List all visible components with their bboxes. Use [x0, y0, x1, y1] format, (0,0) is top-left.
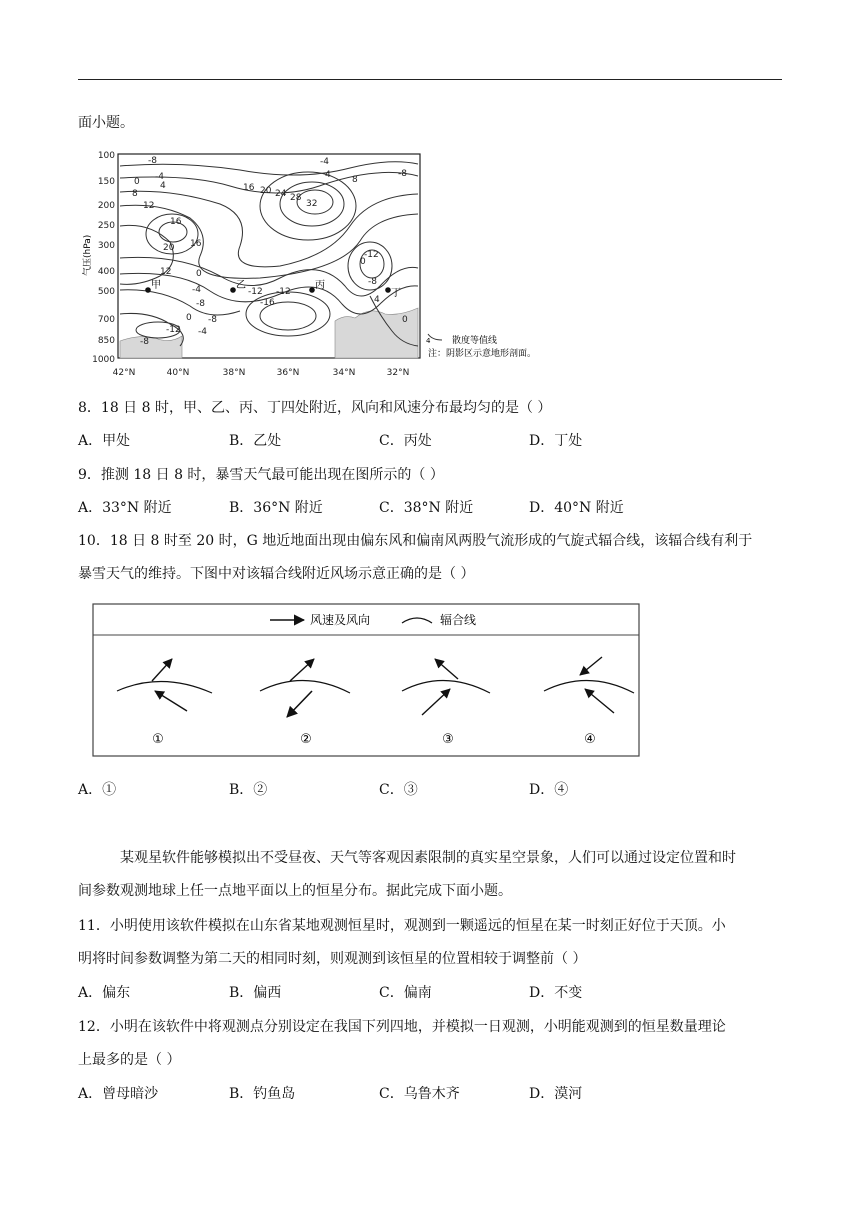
header-rule: [78, 79, 782, 80]
q8-option-b[interactable]: B．乙处: [229, 433, 282, 449]
point-yi: 乙: [236, 280, 246, 291]
q11-option-d[interactable]: D．不变: [529, 985, 583, 1001]
point-bing: 丙: [315, 280, 325, 291]
q10-stem-line1: 10．18 日 8 时至 20 时，G 地近地面出现由偏东风和偏南风两股气流形成的气旋式辐合线，该辐合线有利于: [78, 533, 753, 549]
q8-option-d[interactable]: D．丁处: [529, 433, 583, 449]
q12-stem-line2: 上最多的是（ ）: [78, 1052, 181, 1068]
svg-text:42°N: 42°N: [112, 368, 136, 378]
svg-text:-8: -8: [208, 315, 217, 325]
q11-option-b[interactable]: B．偏西: [229, 985, 282, 1001]
svg-text:400: 400: [97, 267, 115, 277]
point-jia: 甲: [151, 280, 161, 291]
svg-text:32: 32: [306, 199, 318, 209]
legend-arrow-label: 风速及风向: [310, 613, 371, 627]
svg-text:150: 150: [97, 177, 115, 187]
intro-tail: 面小题。: [78, 115, 134, 131]
q8-option-a[interactable]: A．甲处: [78, 433, 131, 449]
svg-text:32°N: 32°N: [386, 368, 410, 378]
svg-text:-4: -4: [320, 157, 329, 167]
svg-text:-4: -4: [192, 285, 201, 295]
q11-stem-line2: 明将时间参数调整为第二天的相同时刻，则观测到该恒星的位置相较于调整前（ ）: [78, 951, 587, 967]
svg-text:40°N: 40°N: [166, 368, 190, 378]
svg-text:36°N: 36°N: [276, 368, 300, 378]
figure2-legend: [270, 612, 476, 627]
svg-text:-8: -8: [196, 299, 205, 309]
svg-text:①: ①: [152, 732, 164, 747]
svg-text:100: 100: [97, 151, 115, 161]
svg-text:34°N: 34°N: [332, 368, 356, 378]
svg-text:20: 20: [260, 186, 272, 196]
svg-text:20: 20: [163, 243, 175, 253]
svg-text:④: ④: [584, 732, 596, 747]
svg-text:0: 0: [134, 177, 140, 187]
svg-text:0: 0: [186, 313, 192, 323]
figure1-legend: [426, 334, 536, 359]
svg-text:8: 8: [132, 189, 138, 199]
svg-text:-8: -8: [368, 277, 377, 287]
legend-curve-icon: [402, 618, 432, 623]
svg-text:500: 500: [97, 287, 115, 297]
wind-panel-3: [402, 659, 490, 747]
svg-text:8: 8: [352, 175, 358, 185]
q12-option-d[interactable]: D．漠河: [529, 1086, 583, 1102]
svg-text:0: 0: [360, 257, 366, 267]
q12-option-b[interactable]: B．钓鱼岛: [229, 1086, 296, 1102]
q10-option-d[interactable]: D．④: [529, 782, 569, 798]
divergence-cross-section-figure: [80, 146, 550, 380]
svg-text:28: 28: [290, 193, 302, 203]
svg-text:24: 24: [275, 189, 287, 199]
svg-text:散度等值线: 散度等值线: [452, 336, 498, 346]
svg-text:0: 0: [402, 315, 408, 325]
svg-text:-4: -4: [198, 327, 207, 337]
q8-stem: 8．18 日 8 时，甲、乙、丙、丁四处附近，风向和风速分布最均匀的是（ ）: [78, 400, 552, 416]
q9-option-c[interactable]: C．38°N 附近: [379, 500, 474, 516]
svg-text:-12: -12: [166, 325, 181, 335]
svg-text:-12: -12: [248, 287, 263, 297]
passage-line2: 间参数观测地球上任一点地平面以上的恒星分布。据此完成下面小题。: [78, 883, 512, 899]
q9-stem: 9．推测 18 日 8 时，暴雪天气最可能出现在图所示的（ ）: [78, 467, 444, 483]
svg-text:850: 850: [97, 336, 115, 346]
wind-panel-2: [260, 659, 350, 747]
svg-text:16: 16: [243, 183, 255, 193]
svg-text:-12: -12: [364, 250, 379, 260]
svg-text:4: 4: [160, 181, 166, 191]
wind-panel-4: [544, 657, 634, 747]
svg-text:-8: -8: [148, 156, 157, 166]
svg-text:1000: 1000: [92, 355, 115, 365]
q11-option-c[interactable]: C．偏南: [379, 985, 432, 1001]
svg-text:-8: -8: [140, 337, 149, 347]
svg-text:-8: -8: [398, 169, 407, 179]
wind-field-options-figure: [92, 603, 642, 759]
q12-stem-line1: 12．小明在该软件中将观测点分别设定在我国下列四地，并模拟一日观测，小明能观测到的恒星数量理论: [78, 1019, 726, 1035]
q8-option-c[interactable]: C．丙处: [379, 433, 432, 449]
svg-text:-4: -4: [155, 172, 164, 182]
svg-text:300: 300: [97, 241, 115, 251]
q11-stem-line1: 11．小明使用该软件模拟在山东省某地观测恒星时，观测到一颗遥远的恒星在某一时刻正好位于天顶。小: [78, 918, 726, 934]
svg-text:4: 4: [374, 295, 380, 305]
passage-line1: 某观星软件能够模拟出不受昼夜、天气等客观因素限制的真实星空景象，人们可以通过设定位置和时: [120, 850, 736, 866]
svg-text:16: 16: [190, 239, 202, 249]
svg-text:4: 4: [426, 337, 431, 345]
svg-text:4: 4: [325, 170, 331, 180]
svg-text:16: 16: [170, 217, 182, 227]
y-axis-label: 气压(hPa): [83, 234, 93, 276]
q10-option-b[interactable]: B．②: [229, 782, 268, 798]
svg-text:700: 700: [97, 315, 115, 325]
q10-stem-line2: 暴雪天气的维持。下图中对该辐合线附近风场示意正确的是（ ）: [78, 566, 475, 582]
point-ding: 丁: [391, 288, 401, 299]
svg-text:-12: -12: [276, 287, 291, 297]
x-ticks: [113, 368, 410, 378]
svg-text:12: 12: [143, 201, 155, 211]
wind-panel-1: [117, 659, 212, 747]
svg-text:0: 0: [196, 269, 202, 279]
svg-text:注：阴影区示意地形剖面。: 注：阴影区示意地形剖面。: [428, 349, 537, 359]
q11-option-a[interactable]: A．偏东: [78, 985, 131, 1001]
svg-text:12: 12: [160, 267, 172, 277]
svg-text:-16: -16: [260, 298, 275, 308]
svg-text:38°N: 38°N: [222, 368, 246, 378]
q12-option-c[interactable]: C．乌鲁木齐: [379, 1086, 460, 1102]
svg-text:200: 200: [97, 201, 115, 211]
legend-curve-label: 辐合线: [440, 613, 477, 627]
svg-text:250: 250: [97, 221, 115, 231]
q10-option-c[interactable]: C．③: [379, 782, 418, 798]
q10-option-a[interactable]: A．①: [78, 782, 117, 798]
q9-option-a[interactable]: A．33°N 附近: [78, 500, 172, 516]
q9-option-d[interactable]: D．40°N 附近: [529, 500, 624, 516]
q9-option-b[interactable]: B．36°N 附近: [229, 500, 323, 516]
y-ticks: [92, 151, 115, 365]
q12-option-a[interactable]: A．曾母暗沙: [78, 1086, 159, 1102]
svg-text:②: ②: [300, 732, 312, 747]
svg-text:③: ③: [442, 732, 454, 747]
